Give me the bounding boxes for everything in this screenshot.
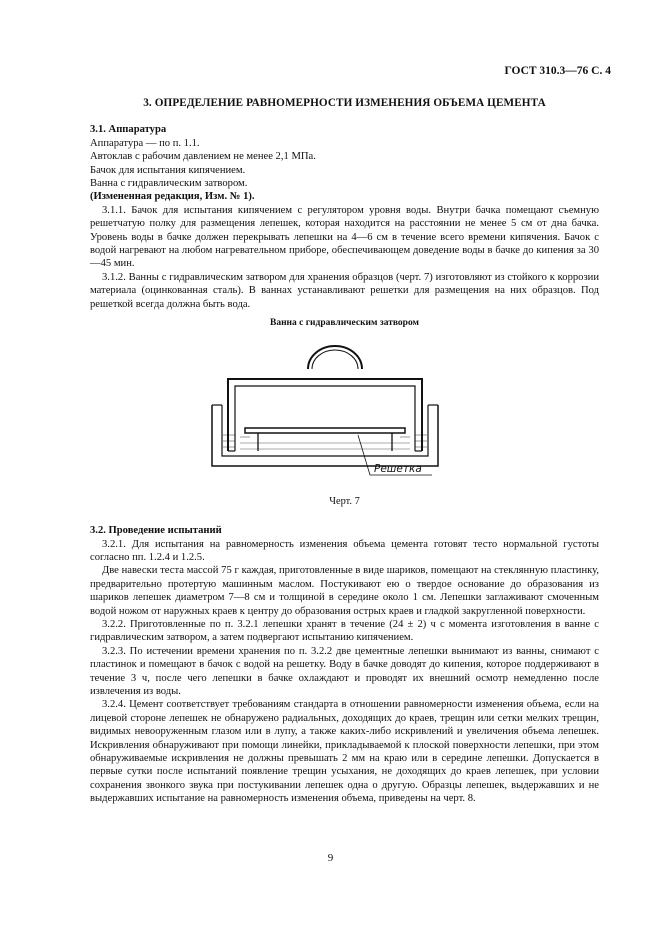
lid-cover bbox=[228, 379, 422, 451]
section-title: 3. ОПРЕДЕЛЕНИЕ РАВНОМЕРНОСТИ ИЗМЕНЕНИЯ ОБЪЕМА ЦЕМЕНТА bbox=[143, 97, 546, 109]
bath-diagram bbox=[210, 339, 460, 489]
grate-label: Решетка bbox=[374, 463, 422, 476]
grate-shelf bbox=[245, 428, 405, 433]
paragraph-3-2-3: 3.2.3. По истечении времени хранения по п. 3.2.2 две цементные лепешки вынимают из ванны, снимают с пластинок и помещают в бачок с водой на решетку. Воду в бачке доводят до кипения, которое поддерживают в течение 3 ч, после чего лепешки в бачке охлаждают и проводят их внешний осмотр немедленно после извлечения из воды. bbox=[90, 645, 599, 697]
outer-bath-wall bbox=[212, 405, 438, 466]
paragraph-3-1-1: 3.1.1. Бачок для испытания кипячением с регулятором уровня воды. Внутри бачка помещают съемную решетчатую полку для размещения лепешек, которая находится на расстоянии не менее 5 см от дна бачка. Уровень воды в бачке должен перекрывать лепешки на 4—6 см в течение всего времени кипячения. Бачок с водой нагревают на любом нагревательном приборе, обеспечивающем доведение воды в бачке до кипения за 30—45 мин. bbox=[90, 204, 599, 270]
subsection-heading-3-2: 3.2. Проведение испытаний bbox=[90, 525, 222, 537]
apparatus-line: Ванна с гидравлическим затвором. bbox=[90, 178, 248, 190]
paragraph-3-2-2: 3.2.2. Приготовленные по п. 3.2.1 лепешки хранят в течение (24 ± 2) ч с момента изготовления в ванне с гидравлическим затвором, а затем подвергают испытанию кипячением. bbox=[90, 618, 599, 644]
lid-cover-inner bbox=[235, 386, 415, 451]
edition-note: (Измененная редакция, Изм. № 1). bbox=[90, 191, 255, 203]
figure-title: Ванна с гидравлическим затвором bbox=[269, 318, 419, 329]
document-header-code: ГОСТ 310.3—76 С. 4 bbox=[504, 65, 611, 77]
page-number: 9 bbox=[327, 852, 334, 864]
figure-7 bbox=[90, 317, 599, 517]
apparatus-line: Автоклав с рабочим давлением не менее 2,1 МПа. bbox=[90, 151, 316, 163]
apparatus-line: Бачок для испытания кипячением. bbox=[90, 164, 246, 176]
paragraph-3-2-4: 3.2.4. Цемент соответствует требованиям стандарта в отношении равномерности изменения объема, если на лицевой стороне лепешек не обнаружено радиальных, доходящих до краев, трещин или сетки мелких трещин, видимых невооруженным глазом или в лупу, а также каких-либо искривлений и увеличения объема лепешек. Искривления обнаруживают при помощи линейки, прикладываемой к плоской поверхности лепешки, при этом обнаруживаемые искривления не должны превышать 2 мм на краю или в середине лепешки. Допускается в первые сутки после испытаний появление трещин усыхания, не доходящих до краев лепешек, при условии сохранения звонкого звука при постукивании лепешек одна о другую. Образцы лепешек, выдержавших и не выдержавших испытание на равномерность изменения объема, приведены на черт. 8. bbox=[90, 699, 599, 805]
paragraph-3-2-1: 3.2.1. Для испытания на равномерность изменения объема цемента готовят тесто нормальной густоты согласно пп. 1.2.4 и 1.2.5. bbox=[90, 538, 599, 563]
figure-caption: Черт. 7 bbox=[329, 496, 360, 508]
apparatus-line: Аппаратура — по п. 1.1. bbox=[90, 137, 200, 149]
paragraph-3-1-2: 3.1.2. Ванны с гидравлическим затвором для хранения образцов (черт. 7) изготовляют из стойкого к коррозии материала (оцинкованная сталь). В ваннах устанавливают решетки для размещения на них образцов. Под решеткой всегда должна быть вода. bbox=[90, 271, 599, 310]
lid-handle-inner bbox=[312, 350, 358, 369]
paragraph-3-2-1-cont: Две навески теста массой 75 г каждая, приготовленные в виде шариков, помещают на стеклянную пластинку, предварительно протертую машинным маслом. Постукивают ею о твердое основание до образования из шариков лепешек диаметром 7—8 см и толщиной в середине около 1 см. Лепешки заглаживают смоченным водой ножом от наружных краев к центру до образования острых краев и гладкой закругленной поверхности. bbox=[90, 565, 599, 617]
subsection-heading-3-1: 3.1. Аппаратура bbox=[90, 124, 167, 136]
page-content bbox=[90, 97, 599, 806]
water-lines bbox=[223, 435, 427, 449]
